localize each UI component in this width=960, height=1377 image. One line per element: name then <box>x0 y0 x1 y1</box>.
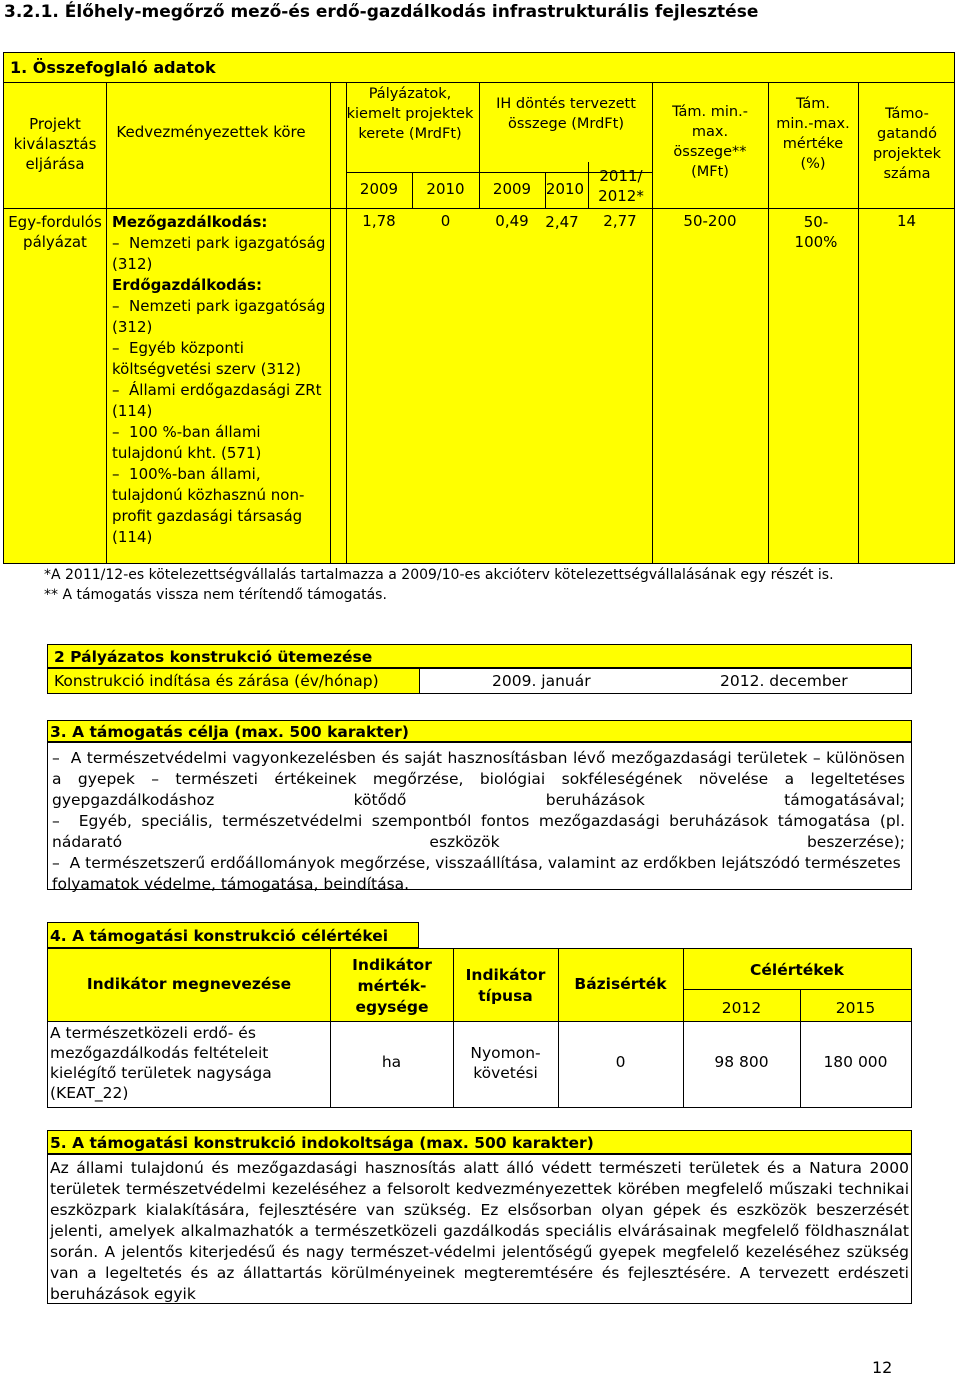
year-2010-ih: 2010 <box>545 180 585 198</box>
value-2009-ih: 0,49 <box>495 212 529 230</box>
justification-body <box>47 1154 912 1304</box>
note-1: *A 2011/12-es kötelezettségvállalás tartalmazza a 2009/10-es akcióterv kötelezettségvállalásának egy részét is. <box>44 567 834 583</box>
value-rate: 50-100% <box>794 213 838 251</box>
value-minmax: 50-200 <box>683 212 737 230</box>
beneficiary-item: – Nemzeti park igazgatóság (312) <box>112 234 326 273</box>
selection-value: Egy-fordulós pályázat <box>8 213 102 251</box>
notes <box>44 566 904 604</box>
col-header-indicator-name: Indikátor megnevezése <box>86 975 292 993</box>
goal-item: – A természetszerű erdőállományok megőrzése, visszaállítása, valamint az erdőkben lejátszódó természetes folyamatok védelme, támogatása, beindítása. <box>52 854 901 893</box>
schedule-label: Konstrukció indítása és zárása (év/hónap) <box>48 669 420 693</box>
indicator-name: A természetközeli erdő- és mezőgazdálkodás feltételeit kielégítő területek nagysága (KEAT_22) <box>50 1024 272 1102</box>
col-header-indicator-type: Indikátor típusa <box>465 966 546 1005</box>
col-header-ih: IH döntés tervezett összege (MrdFt) <box>496 96 636 132</box>
schedule-start: 2009. január <box>492 672 591 690</box>
page-heading: 3.2.1. Élőhely-megőrző mező-és erdő-gazdálkodás infrastrukturális fejlesztése <box>4 2 759 22</box>
page-number: 12 <box>872 1358 893 1377</box>
year-2011-ih: 2011/ 2012* <box>598 167 644 205</box>
schedule-row <box>47 668 912 694</box>
col-header-count: Támo-gatandó projektek száma <box>872 106 942 182</box>
beneficiary-group-title: Erdőgazdálkodás: <box>112 276 262 294</box>
col-header-selection: Projekt kiválasztás eljárása <box>13 115 97 173</box>
schedule-title: 2 Pályázatos konstrukció ütemezése <box>47 644 912 668</box>
col-header-indicator-unit: Indikátor mérték-egysége <box>352 956 432 1016</box>
value-2010-frame: 0 <box>440 212 451 230</box>
col-header-rate: Tám. min.-max. mértéke (%) <box>776 96 850 172</box>
value-2009-frame: 1,78 <box>362 212 396 230</box>
col-header-frame: Pályázatok, kiemelt projektek kerete (MrdFt) <box>346 86 474 142</box>
value-2011-ih: 2,77 <box>603 212 637 230</box>
value-count: 14 <box>896 212 917 230</box>
justification-text: Az állami tulajdonú és mezőgazdasági hasznosítás alatt álló védett természeti területek és a Natura 2000 területek természetvédelmi kezeléséhez a felsorolt kedvezményezettek körében megfelelő műszaki technikai eszközpark kialakítására, fejlesztésére van szükség. Ez elsősorban olyan gépek és eszközök beszerzését jelenti, amelyek alkalmazhatók a természetközeli gazdálkodás speciális elvárásainak megfelelő földhasználat során. A jelentős kiterjedésű és nagy természet-védelmi jelentőségű gyepek megfelelő kezeléséhez szükség van a legeltetés és az állattartás körülményeinek megteremtésére és fejlesztésére. A tervezett erdészeti beruházások egyik <box>50 1159 909 1303</box>
col-header-targets: Célértékek <box>750 961 844 979</box>
goal-item: – A természetvédelmi vagyonkezelésben és saját hasznosításban lévő mezőgazdasági területek – különösen a gyepek – természeti értékeinek megőrzése, biológiai sokféleségének növelése a legeltetéses gyepgazdálkodáshoz kötődő beruházások támogatásával; <box>52 749 905 809</box>
indicator-2015: 180 000 <box>823 1053 888 1071</box>
targets-table <box>47 948 912 1108</box>
goal-item: – Egyéb, speciális, természetvédelmi szempontból fontos mezőgazdasági beruházások támogatása (pl. nádarató eszközök beszerzése); <box>52 812 905 851</box>
goal-body <box>47 742 912 893</box>
beneficiary-group-title: Mezőgazdálkodás: <box>112 213 268 231</box>
indicator-type: Nyomon-követési <box>470 1044 541 1082</box>
indicator-2012: 98 800 <box>714 1053 769 1071</box>
year-2010-frame: 2010 <box>426 180 465 198</box>
col-header-2015: 2015 <box>835 999 876 1017</box>
beneficiary-item: – 100%-ban állami, tulajdonú közhasznú non-profit gazdasági társaság (114) <box>112 465 305 546</box>
summary-title: 1. Összefoglaló adatok <box>10 58 216 77</box>
value-2010-ih: 2,47 <box>545 213 579 231</box>
col-header-minmax: Tám. min.-max. összege** (MFt) <box>672 104 748 180</box>
indicator-unit: ha <box>381 1053 402 1071</box>
year-2009-ih: 2009 <box>492 180 532 198</box>
justification-title: 5. A támogatási konstrukció indokoltsága (max. 500 karakter) <box>47 1130 912 1154</box>
note-2: ** A támogatás vissza nem térítendő támogatás. <box>44 587 387 603</box>
beneficiary-item: – Nemzeti park igazgatóság (312) <box>112 297 326 336</box>
targets-title: 4. A támogatási konstrukció célértékei <box>47 922 419 948</box>
beneficiary-item: – 100 %-ban állami tulajdonú kht. (571) <box>112 423 262 462</box>
beneficiary-item: – Állami erdőgazdasági ZRt (114) <box>112 381 322 420</box>
schedule-end: 2012. december <box>720 672 848 690</box>
beneficiary-item: – Egyéb központi költségvetési szerv (312) <box>112 339 301 378</box>
indicator-base: 0 <box>615 1053 626 1071</box>
col-header-beneficiaries: Kedvezményezettek köre <box>116 123 306 141</box>
year-2009-frame: 2009 <box>359 180 399 198</box>
col-header-2012: 2012 <box>721 999 762 1017</box>
beneficiaries-list <box>112 212 326 548</box>
goal-title: 3. A támogatás célja (max. 500 karakter) <box>47 720 912 742</box>
col-header-base: Bázisérték <box>574 975 667 993</box>
